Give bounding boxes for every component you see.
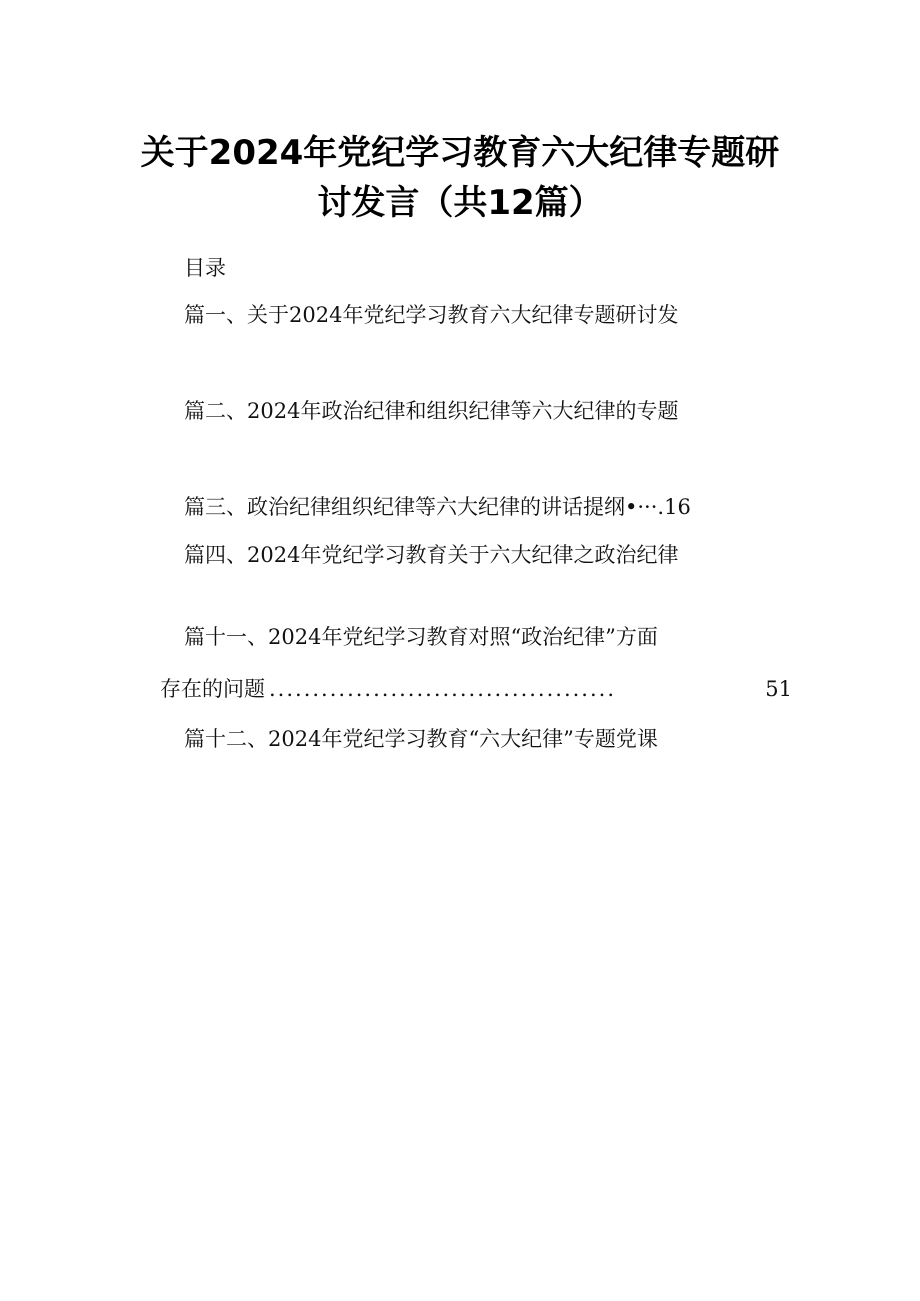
toc-entry-11-continuation[interactable] — [160, 675, 792, 703]
toc-entry-11-continuation-text: 存在的问题 — [160, 677, 265, 701]
title-line-2: 讨发言（共12篇） — [317, 183, 603, 223]
toc-entry-11[interactable]: 篇十一、2024年党纪学习教育对照“政治纪律”方面 — [184, 625, 658, 649]
toc-entry-2[interactable]: 篇二、2024年政治纪律和组织纪律等六大纪律的专题 — [184, 399, 679, 423]
title-line-1: 关于2024年党纪学习教育六大纪律专题研 — [140, 133, 780, 173]
toc-page-number: 51 — [765, 677, 792, 701]
toc-heading: 目录 — [184, 256, 226, 280]
toc-entry-3[interactable]: 篇三、政治纪律组织纪律等六大纪律的讲话提纲•···.16 — [184, 495, 691, 519]
toc-entry-12[interactable]: 篇十二、2024年党纪学习教育“六大纪律”专题党课 — [184, 727, 658, 751]
document-title — [0, 128, 920, 228]
toc-entry-1[interactable]: 篇一、关于2024年党纪学习教育六大纪律专题研讨发 — [184, 303, 679, 327]
toc-entry-4[interactable]: 篇四、2024年党纪学习教育关于六大纪律之政治纪律 — [184, 543, 679, 567]
toc-leader-dots: ........................................ — [269, 677, 617, 701]
